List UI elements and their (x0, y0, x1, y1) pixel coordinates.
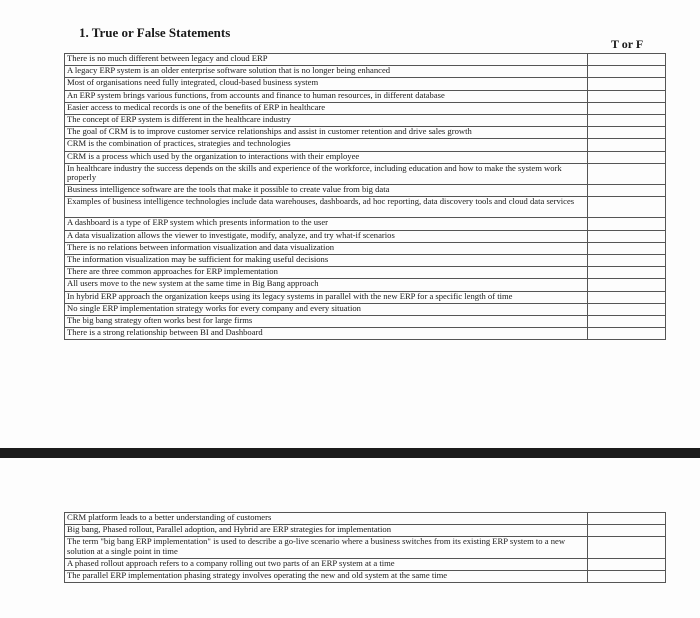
statement-text: CRM is the combination of practices, strategies and technologies (65, 139, 588, 151)
statement-row (65, 558, 666, 570)
statement-text: The goal of CRM is to improve customer service relationships and assist in customer retention and drive sales growth (65, 127, 588, 139)
answer-cell[interactable] (588, 78, 666, 90)
answer-cell[interactable] (588, 279, 666, 291)
statement-text: The term "big bang ERP implementation" is used to describe a go-live scenario where a business switches from its existing ERP system to a new solution at a single point in time (65, 537, 588, 558)
statement-row (65, 197, 666, 218)
statement-row (65, 255, 666, 267)
statement-text: In hybrid ERP approach the organization keeps using its legacy systems in parallel with the new ERP for a specific length of time (65, 291, 588, 303)
statement-row (65, 102, 666, 114)
statement-row (65, 537, 666, 558)
statement-text: Business intelligence software are the tools that make it possible to create value from big data (65, 184, 588, 196)
statement-text: The big bang strategy often works best for large firms (65, 315, 588, 327)
answer-cell[interactable] (588, 218, 666, 230)
answer-cell[interactable] (588, 303, 666, 315)
statement-text: An ERP system brings various functions, from accounts and finance to human resources, in different database (65, 90, 588, 102)
statement-text: No single ERP implementation strategy works for every company and every situation (65, 303, 588, 315)
statement-text: Big bang, Phased rollout, Parallel adoption, and Hybrid are ERP strategies for implementation (65, 525, 588, 537)
statement-text: A dashboard is a type of ERP system which presents information to the user (65, 218, 588, 230)
statement-row (65, 54, 666, 66)
statement-text: There are three common approaches for ERP implementation (65, 267, 588, 279)
answer-cell[interactable] (588, 127, 666, 139)
answer-cell[interactable] (588, 267, 666, 279)
statement-row (65, 127, 666, 139)
statement-row (65, 66, 666, 78)
answer-cell[interactable] (588, 114, 666, 126)
statement-text: All users move to the new system at the same time in Big Bang approach (65, 279, 588, 291)
statement-text: There is no much different between legacy and cloud ERP (65, 54, 588, 66)
statements-table-2 (64, 512, 666, 583)
answer-cell[interactable] (588, 291, 666, 303)
answer-column-header: T or F (611, 37, 644, 51)
answer-cell[interactable] (588, 66, 666, 78)
statement-row (65, 242, 666, 254)
section-title: 1. True or False Statements (79, 25, 231, 40)
answer-cell[interactable] (588, 139, 666, 151)
answer-cell[interactable] (588, 328, 666, 340)
answer-cell[interactable] (588, 151, 666, 163)
statement-row (65, 525, 666, 537)
answer-cell[interactable] (588, 537, 666, 558)
statement-row (65, 291, 666, 303)
statement-row (65, 279, 666, 291)
statement-text: The concept of ERP system is different in the healthcare industry (65, 114, 588, 126)
statement-row (65, 114, 666, 126)
statement-text: A legacy ERP system is an older enterprise software solution that is no longer being enhanced (65, 66, 588, 78)
statement-row (65, 303, 666, 315)
answer-cell[interactable] (588, 570, 666, 582)
answer-cell[interactable] (588, 255, 666, 267)
statement-text: Examples of business intelligence technologies include data warehouses, dashboards, ad hoc reporting, data discovery tools and cloud data services (65, 197, 588, 218)
statement-text: The parallel ERP implementation phasing strategy involves operating the new and old system at the same time (65, 570, 588, 582)
answer-cell[interactable] (588, 315, 666, 327)
statement-row (65, 139, 666, 151)
statement-text: Most of organisations need fully integrated, cloud-based business system (65, 78, 588, 90)
statement-row (65, 267, 666, 279)
answer-cell[interactable] (588, 242, 666, 254)
answer-cell[interactable] (588, 90, 666, 102)
answer-cell[interactable] (588, 102, 666, 114)
answer-cell[interactable] (588, 525, 666, 537)
answer-cell[interactable] (588, 163, 666, 184)
statement-row (65, 163, 666, 184)
statement-row (65, 570, 666, 582)
answer-cell[interactable] (588, 54, 666, 66)
answer-cell[interactable] (588, 184, 666, 196)
statement-text: Easier access to medical records is one of the benefits of ERP in healthcare (65, 102, 588, 114)
statement-row (65, 315, 666, 327)
statement-text: There is no relations between information visualization and data visualization (65, 242, 588, 254)
statement-text: There is a strong relationship between BI and Dashboard (65, 328, 588, 340)
statement-row (65, 328, 666, 340)
answer-cell[interactable] (588, 230, 666, 242)
statement-row (65, 218, 666, 230)
statement-row (65, 184, 666, 196)
answer-cell[interactable] (588, 558, 666, 570)
statement-row (65, 230, 666, 242)
statement-text: The information visualization may be sufficient for making useful decisions (65, 255, 588, 267)
statement-row (65, 90, 666, 102)
statements-table-1 (64, 53, 666, 340)
answer-cell[interactable] (588, 513, 666, 525)
statement-text: A data visualization allows the viewer to investigate, modify, analyze, and try what-if scenarios (65, 230, 588, 242)
statement-text: CRM platform leads to a better understanding of customers (65, 513, 588, 525)
statement-row (65, 78, 666, 90)
page-separator (0, 448, 700, 458)
statement-text: CRM is a process which used by the organization to interactions with their employee (65, 151, 588, 163)
statement-row (65, 151, 666, 163)
statement-text: In healthcare industry the success depends on the skills and experience of the workforce, including education and how to make the system work properly (65, 163, 588, 184)
answer-cell[interactable] (588, 197, 666, 218)
statement-row (65, 513, 666, 525)
statement-text: A phased rollout approach refers to a company rolling out two parts of an ERP system at a time (65, 558, 588, 570)
